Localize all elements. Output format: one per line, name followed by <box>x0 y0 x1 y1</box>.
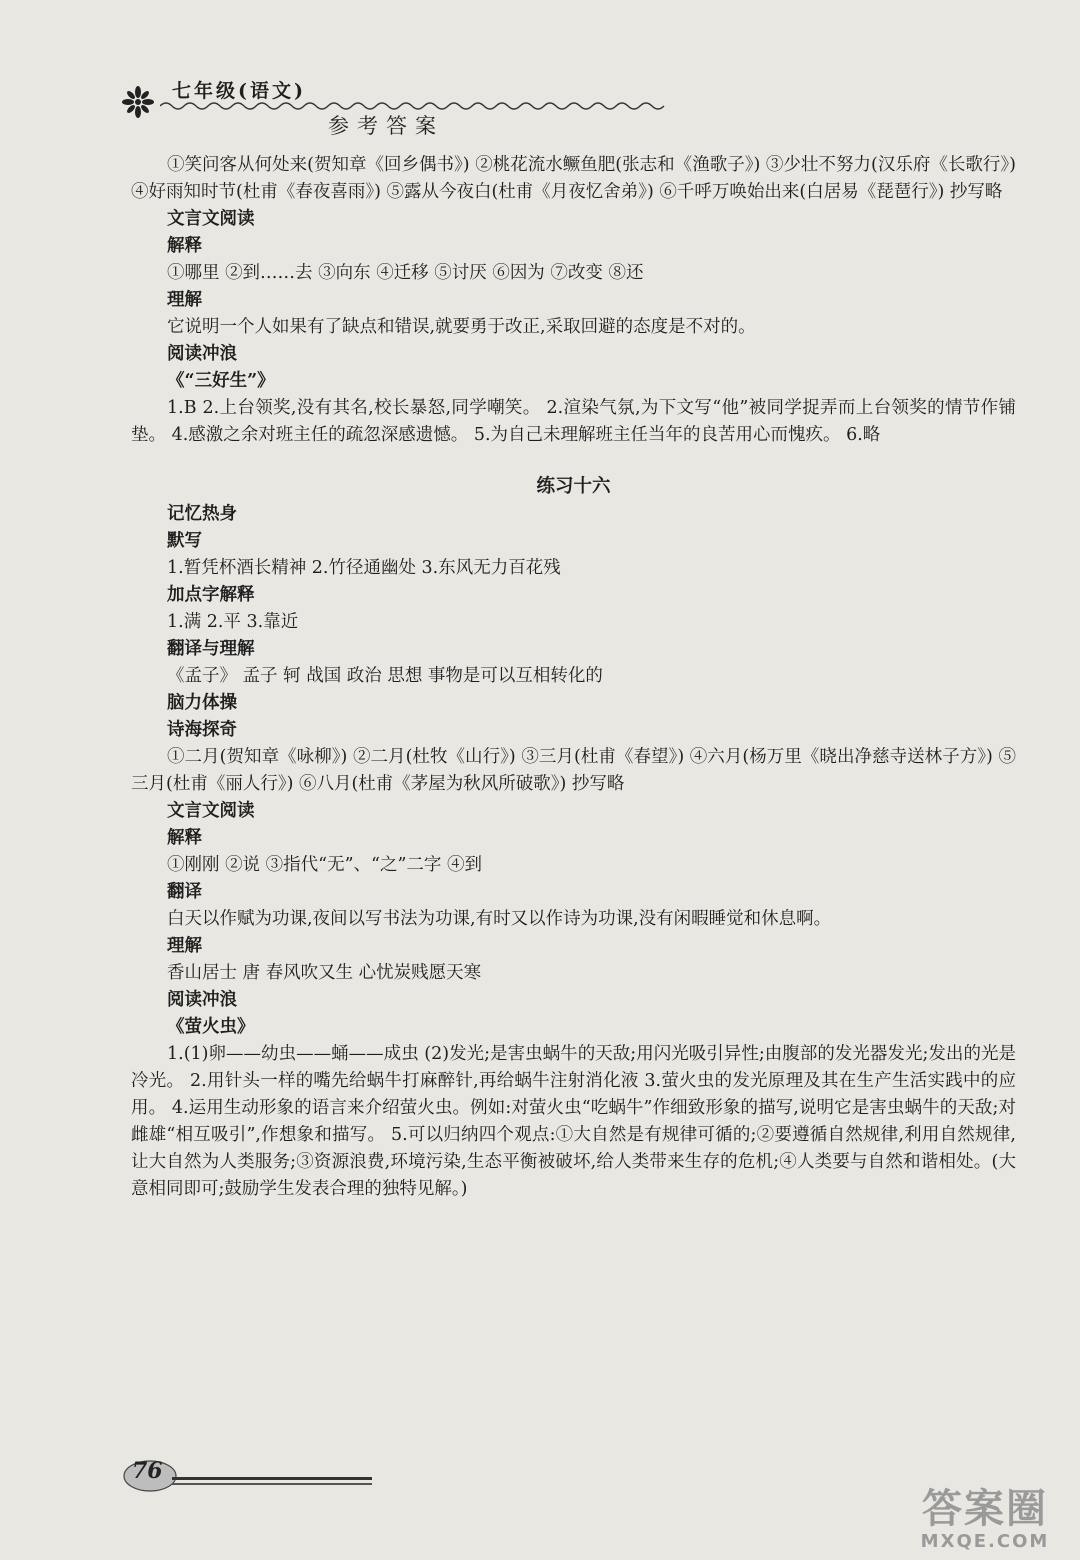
dotted-words-answers: 1.满 2.平 3.靠近 <box>167 612 299 632</box>
poetry-exploration-answers: ①二月(贺知章《咏柳》) ②二月(杜牧《山行》) ③三月(杜甫《春望》) ④六月(杨万里《晓出净慈寺送林子方》) ⑤三月(杜甫《丽人行》) ⑥八月(杜甫《茅屋为秋风所破歌》) 抄写略 <box>131 747 1016 794</box>
heading-understanding-2: 理解 <box>167 936 202 956</box>
heading-dictation: 默写 <box>167 531 202 551</box>
page-footer <box>120 1456 380 1496</box>
story-title: 《“三好生”》 <box>167 371 275 391</box>
poem-dictation-answers: ①笑问客从何处来(贺知章《回乡偶书》) ②桃花流水鳜鱼肥(张志和《渔歌子》) ③少壮不努力(汉乐府《长歌行》) ④好雨知时节(杜甫《春夜喜雨》) ⑤露从今夜白(杜甫《月夜忆舍弟》) ⑥千呼万唤始出来(白居易《琵琶行》) 抄写略 <box>131 155 1016 202</box>
heading-translation: 翻译 <box>167 882 202 902</box>
heading-poetry-exploration: 诗海探奇 <box>167 720 237 740</box>
translation-understanding-answers: 《孟子》 孟子 轲 战国 政治 思想 事物是可以互相转化的 <box>167 666 603 686</box>
watermark-main-text: 答案圈 <box>922 1485 1048 1532</box>
heading-brain-exercise: 脑力体操 <box>167 693 237 713</box>
translation-answer: 白天以作赋为功课,夜间以写书法为功课,有时又以作诗为功课,没有闲暇睡觉和休息啊。 <box>167 909 832 929</box>
answer-key-title: 参考答案 <box>328 114 444 138</box>
understanding-answer-2: 香山居士 唐 春风吹又生 心忧炭贱愿天寒 <box>167 963 482 983</box>
explanation-answers: ①哪里 ②到……去 ③向东 ④迁移 ⑤讨厌 ⑥因为 ⑦改变 ⑧还 <box>167 263 644 283</box>
story-answers: 1.B 2.上台领奖,没有其名,校长暴怒,同学嘲笑。 2.渲染气氛,为下文写“他”被同学捉弄而上台领奖的情节作铺垫。 4.感激之余对班主任的疏忽深感遗憾。 5.为自己未理解班主任当年的良苦用心而愧疚。 6.略 <box>131 398 1016 445</box>
heading-dotted-words: 加点字解释 <box>167 585 255 605</box>
page-number: 76 <box>132 1458 163 1484</box>
heading-classical-reading: 文言文阅读 <box>167 209 255 229</box>
heading-classical-reading-2: 文言文阅读 <box>167 801 255 821</box>
answer-content <box>131 152 1016 1203</box>
page-header <box>120 70 650 140</box>
heading-translation-understanding: 翻译与理解 <box>167 639 255 659</box>
explanation-answers-2: ①刚刚 ②说 ③指代“无”、“之”二字 ④到 <box>167 855 482 875</box>
story-title-2: 《萤火虫》 <box>167 1017 255 1037</box>
heading-explanation-2: 解释 <box>167 828 202 848</box>
grade-title: 七年级(语文) <box>172 80 306 102</box>
heading-reading-surf-2: 阅读冲浪 <box>167 990 237 1010</box>
flower-ornament-icon <box>120 84 156 120</box>
understanding-answer: 它说明一个人如果有了缺点和错误,就要勇于改正,采取回避的态度是不对的。 <box>167 317 756 337</box>
heading-explanation: 解释 <box>167 236 202 256</box>
heading-understanding: 理解 <box>167 290 202 310</box>
dictation-answers: 1.暂凭杯酒长精神 2.竹径通幽处 3.东风无力百花残 <box>167 558 561 578</box>
section-title-exercise-16: 练习十六 <box>536 476 611 497</box>
story-answers-2: 1.(1)卵——幼虫——蛹——成虫 (2)发光;是害虫蜗牛的天敌;用闪光吸引异性;由腹部的发光器发光;发出的光是冷光。 2.用针头一样的嘴先给蜗牛打麻醉针,再给蜗牛注射消化液 3.萤火虫的发光原理及其在生产生活实践中的应用。 4.运用生动形象的语言来介绍萤火虫。例如:对萤火虫“吃蜗牛”作细致形象的描写,说明它是害虫蜗牛的天敌;对雌雄“相互吸引”,作想象和描写。 5.可以归纳四个观点:①大自然是有规律可循的;②要遵循自然规律,利用自然规律,让大自然为人类服务;③资源浪费,环境污染,生态平衡被破坏,给人类带来生存的危机;④人类要与自然和谐相处。(大意相同即可;鼓励学生发表合理的独特见解。) <box>131 1044 1016 1199</box>
watermark-logo <box>900 1487 1070 1552</box>
watermark-url: MXQE.COM <box>920 1531 1050 1552</box>
heading-memory-warmup: 记忆热身 <box>167 504 237 524</box>
heading-reading-surf: 阅读冲浪 <box>167 344 237 364</box>
